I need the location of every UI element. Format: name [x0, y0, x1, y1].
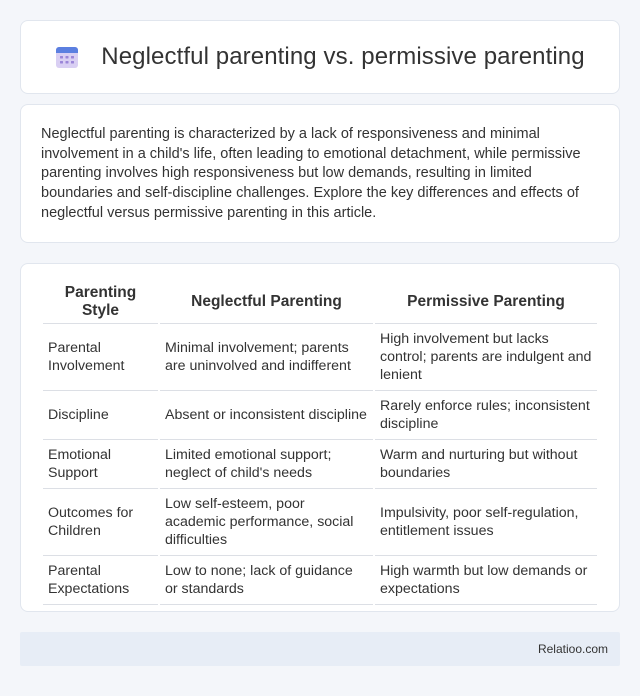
table-header-row — [43, 284, 597, 324]
row-label: Discipline — [43, 391, 158, 440]
table-row — [43, 489, 597, 556]
row-label: Emotional Support — [43, 440, 158, 489]
row-label: Outcomes for Children — [43, 489, 158, 556]
intro-card — [20, 104, 620, 243]
table-row — [43, 440, 597, 489]
neglectful-cell: Low to none; lack of guidance or standards — [160, 556, 373, 605]
table-row — [43, 324, 597, 391]
permissive-cell: Rarely enforce rules; inconsistent discipline — [375, 391, 597, 440]
permissive-cell: High warmth but low demands or expectations — [375, 556, 597, 605]
row-label: Parental Expectations — [43, 556, 158, 605]
header-neglectful: Neglectful Parenting — [160, 284, 373, 324]
neglectful-cell: Low self-esteem, poor academic performance, social difficulties — [160, 489, 373, 556]
permissive-cell: Warm and nurturing but without boundaries — [375, 440, 597, 489]
permissive-cell: High involvement but lacks control; parents are indulgent and lenient — [375, 324, 597, 391]
header-permissive: Permissive Parenting — [375, 284, 597, 324]
intro-paragraph: Neglectful parenting is characterized by a lack of responsiveness and minimal involvement in a child's life, often leading to emotional detachment, while permissive parenting involves high responsiveness but low demands, resulting in limited boundaries and self-discipline challenges. Explore the key differences and effects of neglectful versus permissive parenting in this article. — [41, 126, 581, 221]
table-row — [43, 556, 597, 605]
neglectful-cell: Minimal involvement; parents are uninvolved and indifferent — [160, 324, 373, 391]
neglectful-cell: Absent or inconsistent discipline — [160, 391, 373, 440]
table-row — [43, 391, 597, 440]
comparison-table — [41, 284, 599, 605]
page-title: Neglectful parenting vs. permissive parenting — [101, 43, 585, 70]
footer-site-name: Relatioo.com — [537, 642, 608, 656]
footer — [20, 632, 620, 666]
neglectful-cell: Limited emotional support; neglect of child's needs — [160, 440, 373, 489]
header-parenting-style: Parenting Style — [43, 284, 158, 324]
row-label: Parental Involvement — [43, 324, 158, 391]
permissive-cell: Impulsivity, poor self-regulation, entitlement issues — [375, 489, 597, 556]
title-card — [20, 20, 620, 94]
calendar-icon — [55, 45, 79, 69]
table-card — [20, 263, 620, 612]
